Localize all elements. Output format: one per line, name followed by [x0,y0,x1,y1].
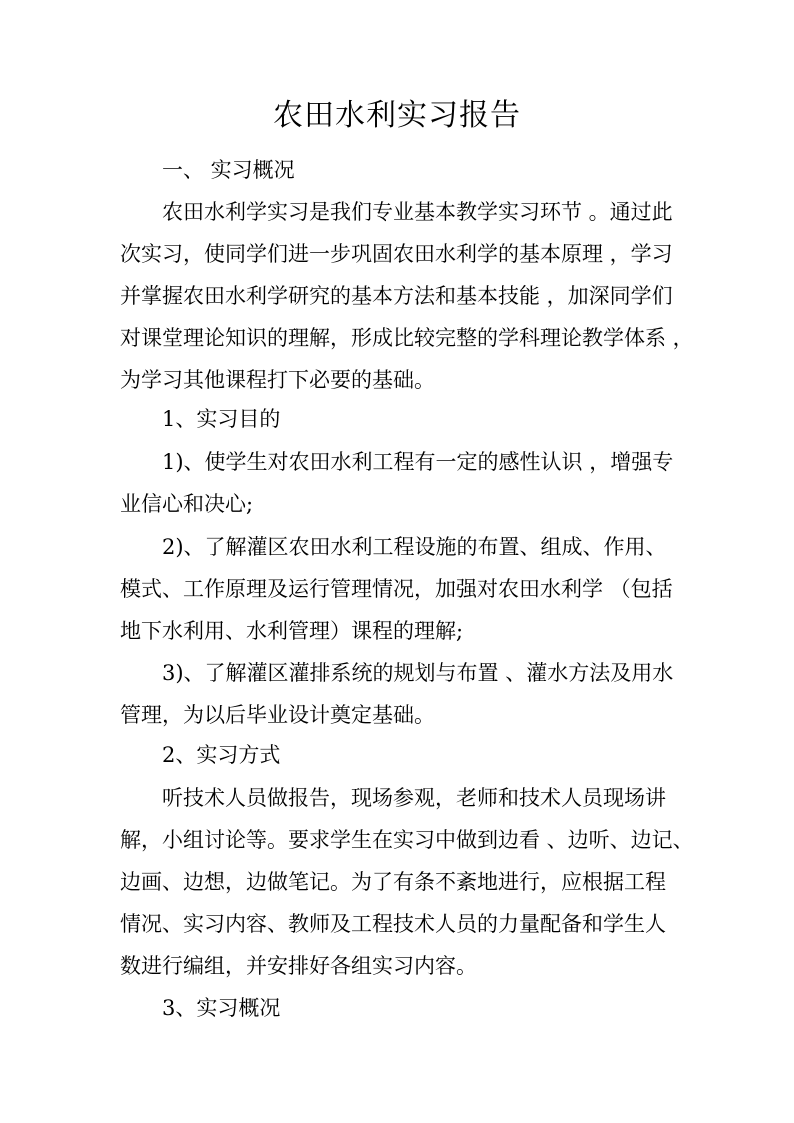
list-item-line: 1)、使学生对农田水利工程有一定的感性认识 ，增强专 [162,450,674,474]
paragraph-line: 为学习其他课程打下必要的基础。 [120,368,435,392]
list-item-line: 地下水利用、水利管理）课程的理解; [120,619,464,643]
list-item-line: 3)、了解灌区灌排系统的规划与布置 、灌水方法及用水 [162,661,674,685]
paragraph-line: 边画、边想，边做笔记。为了有条不紊地进行，应根据工程 [120,870,666,894]
document-title: 农田水利实习报告 [273,98,521,133]
subheading-overview: 3、实习概况 [162,996,281,1020]
paragraph-line: 数进行编组，并安排好各组实习内容。 [120,954,477,978]
paragraph-line: 情况、实习内容、教师及工程技术人员的力量配备和学生人 [120,912,666,936]
list-item-line: 模式、工作原理及运行管理情况，加强对农田水利学 （包括 [120,577,673,601]
paragraph-line: 对课堂理论知识的理解，形成比较完整的学科理论教学体系 ， [120,326,694,350]
section-heading-overview: 一、 实习概况 [162,158,295,182]
paragraph-line: 并掌握农田水利学研究的基本方法和基本技能 ，加深同学们 [120,284,673,308]
list-item-line: 管理，为以后毕业设计奠定基础。 [120,703,435,727]
paragraph-line: 次实习，使同学们进一步巩固农田水利学的基本原理 ，学习 [120,242,673,266]
subheading-purpose: 1、实习目的 [162,407,281,431]
list-item-line: 2)、了解灌区农田水利工程设施的布置、组成、作用、 [162,535,667,559]
paragraph-line: 解，小组讨论等。要求学生在实习中做到边看 、边听、边记、 [120,828,694,852]
paragraph-line: 农田水利学实习是我们专业基本教学实习环节 。通过此 [162,200,673,224]
paragraph-line: 听技术人员做报告，现场参观，老师和技术人员现场讲 [162,786,666,810]
list-item-line: 业信心和决心; [120,492,254,516]
subheading-method: 2、实习方式 [162,743,281,767]
